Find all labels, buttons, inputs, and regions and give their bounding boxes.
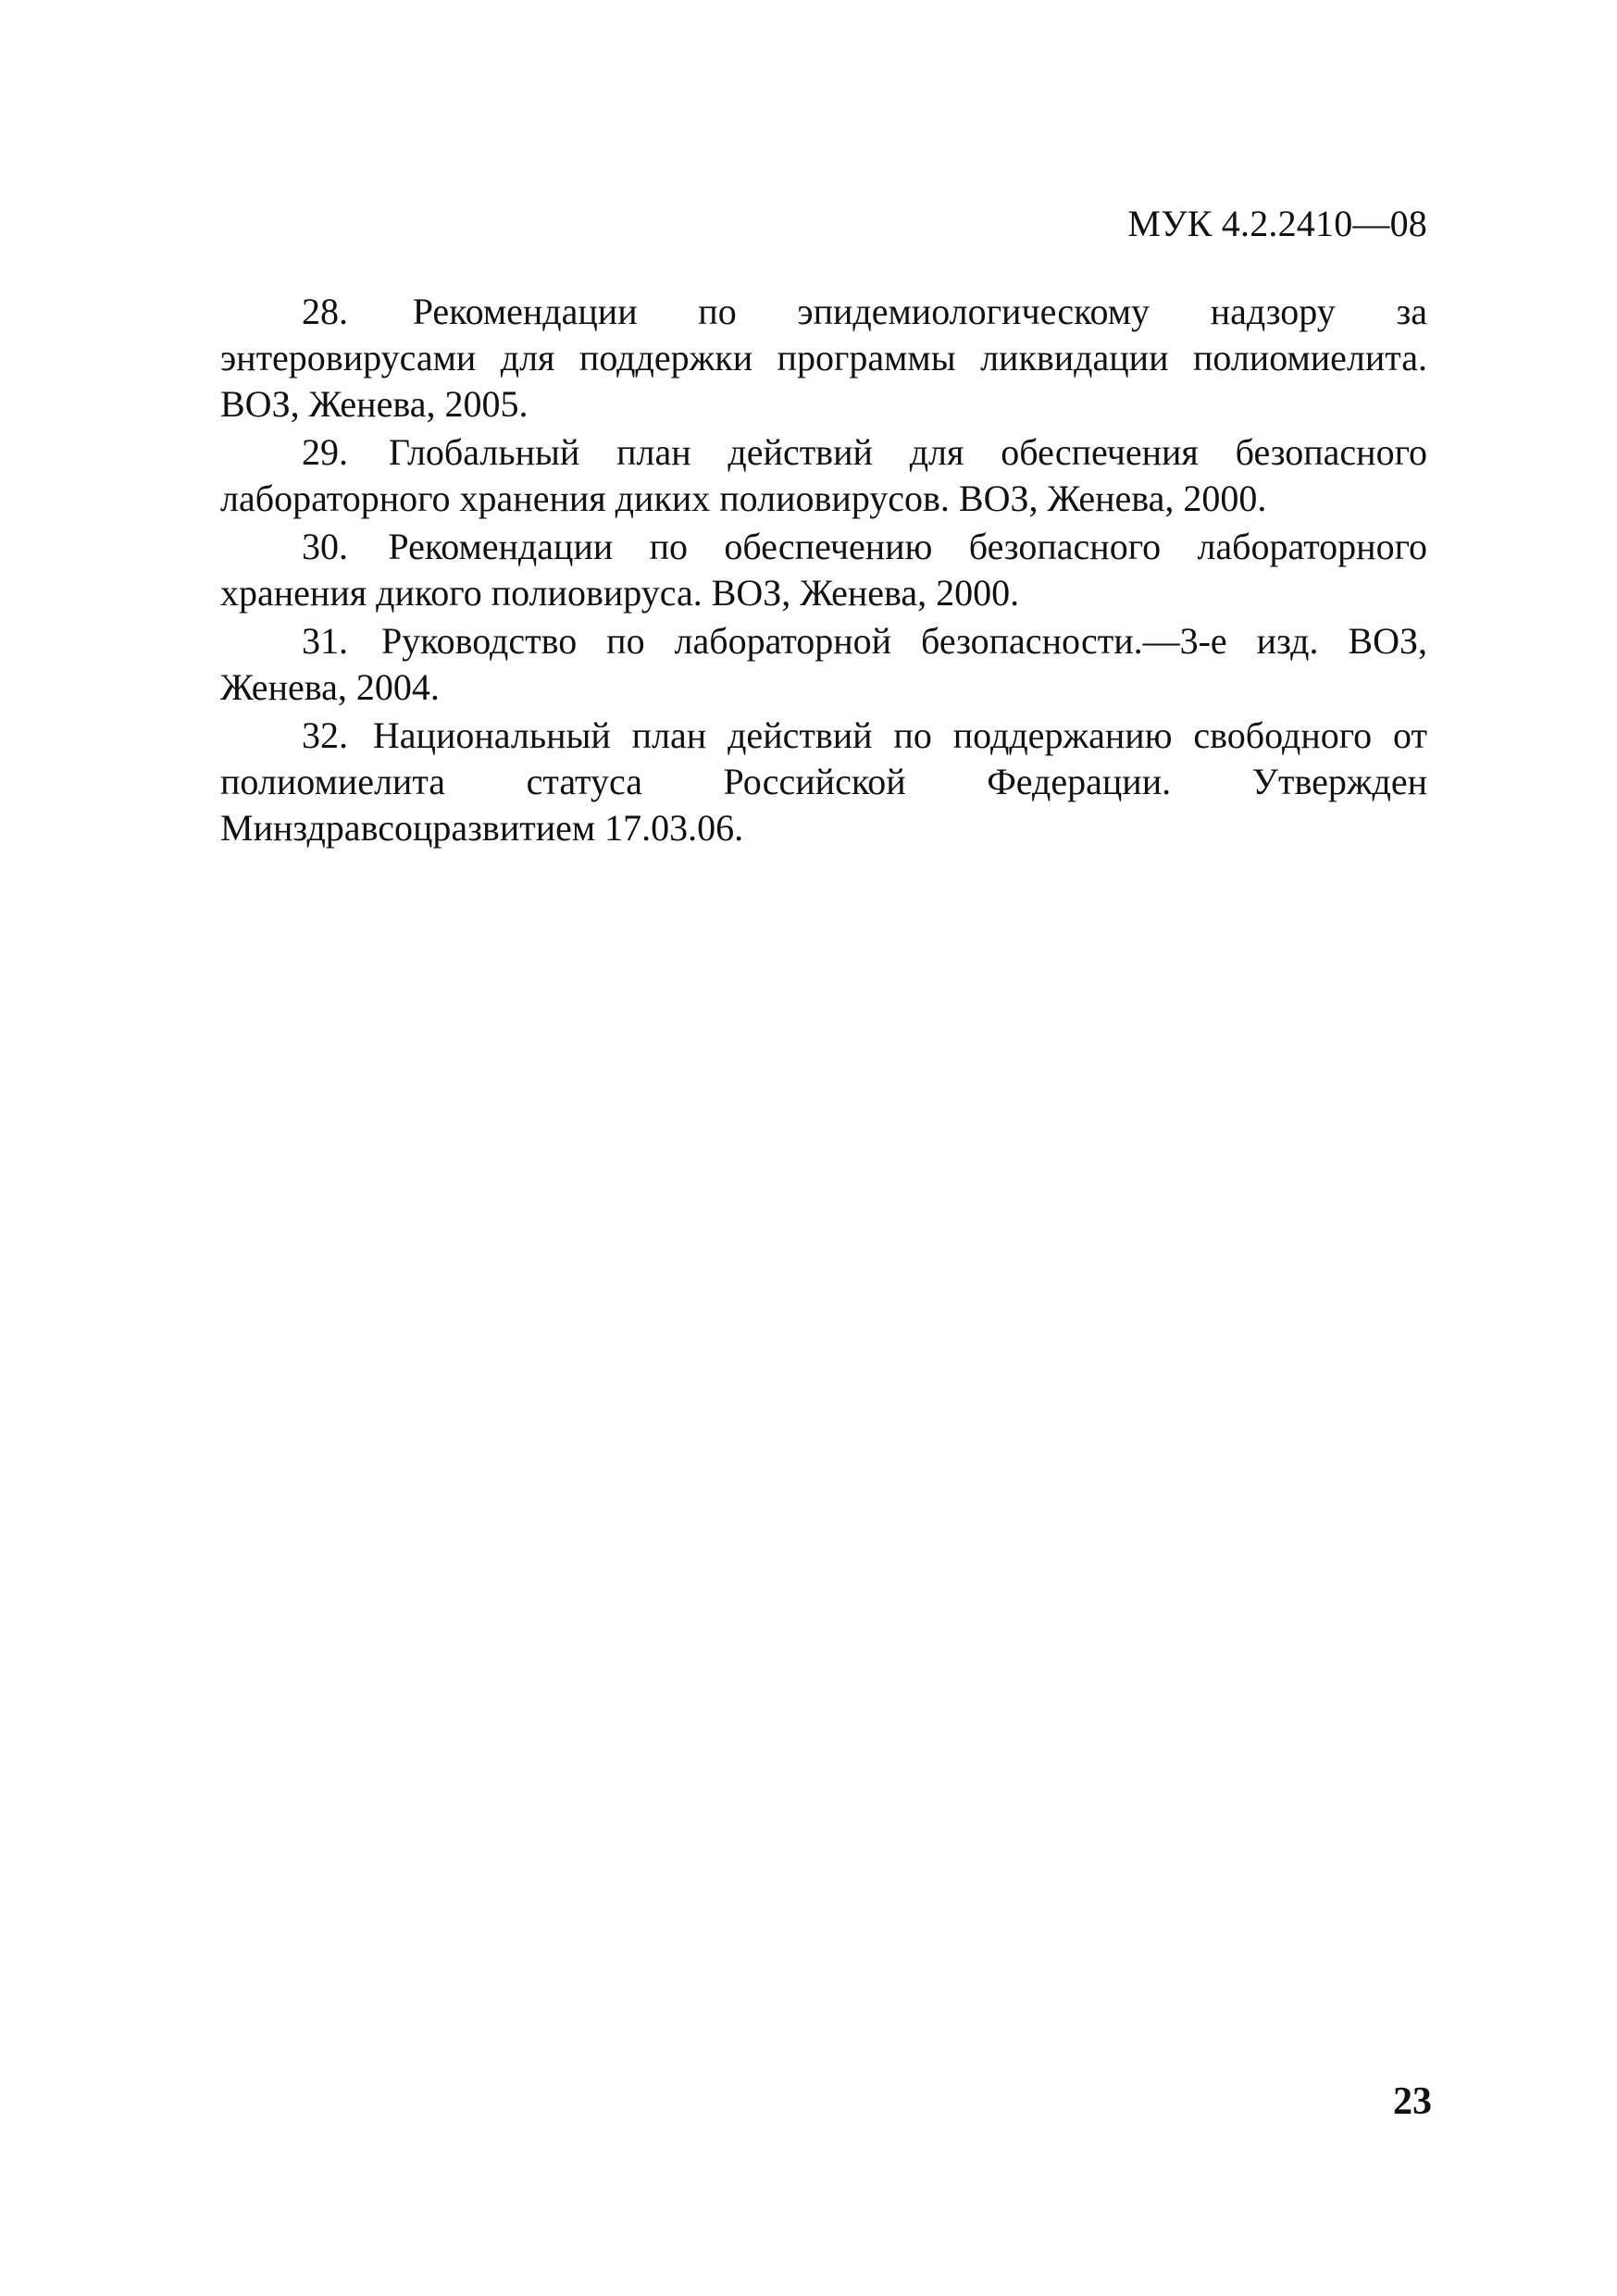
reference-number: 29. [302, 431, 348, 473]
reference-text: Рекомендации по эпидемиологическому надзору за энтеровирусами для поддержки программы ликвидации полиомиелита. ВОЗ, Женева, 2005. [220, 291, 1428, 425]
reference-list [220, 289, 1427, 853]
reference-text: Руководство по лабораторной безопасности.—3-е изд. ВОЗ, Женева, 2004. [220, 620, 1427, 708]
reference-item-32 [220, 713, 1427, 851]
reference-item-29 [220, 429, 1427, 522]
reference-number: 28. [302, 291, 348, 332]
reference-text: Рекомендации по обеспечению безопасного лабораторного хранения дикого полиовируса. ВОЗ, Женева, 2000. [220, 526, 1427, 614]
reference-item-28 [220, 289, 1427, 428]
reference-number: 32. [302, 714, 348, 756]
reference-text: Глобальный план действий для обеспечения безопасного лабораторного хранения диких полиовирусов. ВОЗ, Женева, 2000. [220, 431, 1428, 519]
reference-text: Национальный план действий по поддержанию свободного от полиомиелита статуса Российской Федерации. Утвержден Минздравсоцразвитием 17.03.06. [220, 714, 1428, 849]
page-number: 23 [1393, 2080, 1432, 2123]
reference-number: 30. [302, 526, 348, 567]
reference-item-31 [220, 618, 1427, 711]
reference-number: 31. [302, 620, 348, 662]
reference-item-30 [220, 524, 1427, 616]
document-code-header: МУК 4.2.2410—08 [1127, 203, 1427, 244]
